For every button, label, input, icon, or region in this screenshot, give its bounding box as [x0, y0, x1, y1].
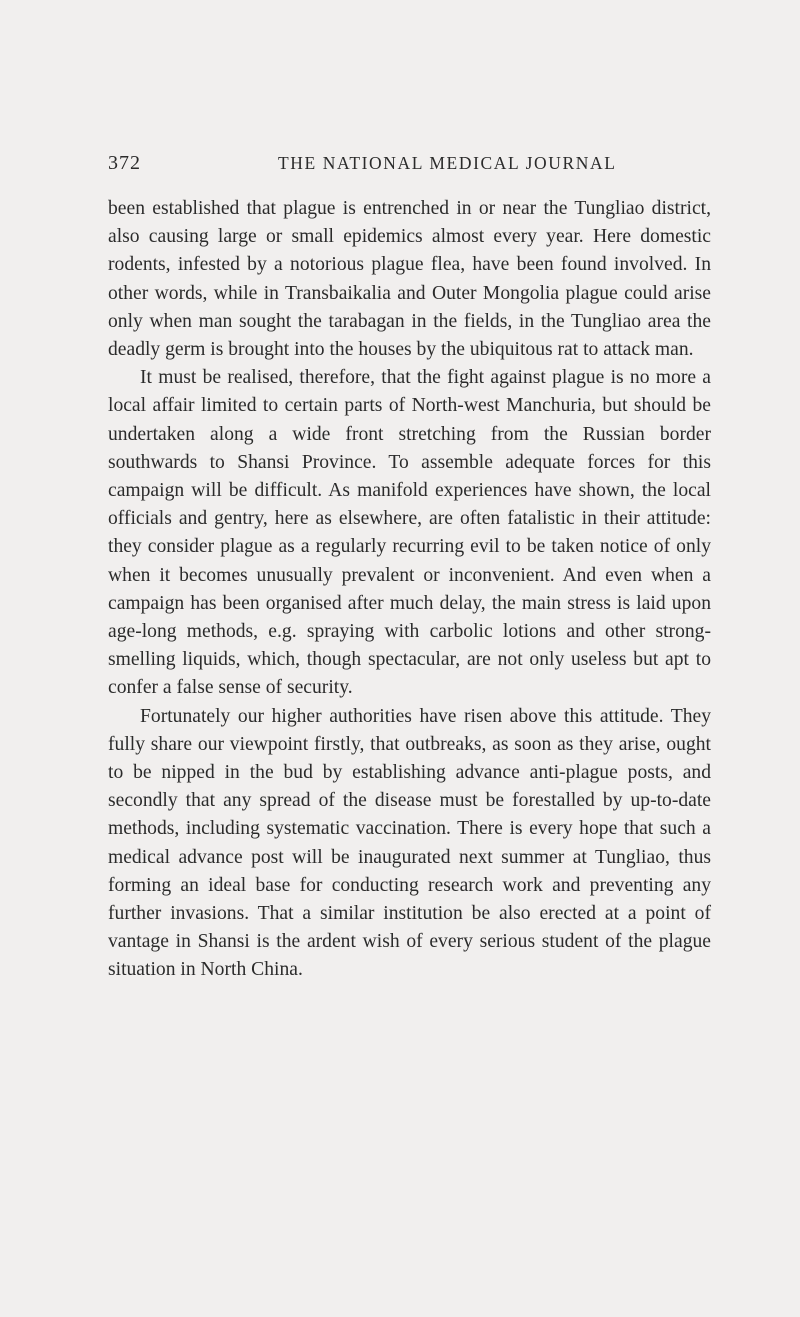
paragraph-1: been established that plague is entrenched in or near the Tungliao district, also causing large or small epidemics almost every year. Here domestic rodents, infested by a notorious plague flea, have been found involved. In other words, while in Transbaikalia and Outer Mongolia plague could arise only when man sought the tarabagan in the fields, in the Tungliao area the deadly germ is brought into the houses by the ubiquitous rat to attack man.	[108, 198, 711, 361]
running-head: THE NATIONAL MEDICAL JOURNAL	[278, 153, 617, 173]
paragraph-2: It must be realised, therefore, that the fight against plague is no more a local affair limited to certain parts of North-west Manchuria, but should be undertaken along a wide front stretching from the Russian border southwards to Shansi Province. To assemble adequate forces for this campaign will be difficult. As manifold experiences have shown, the local officials and gentry, here as elsewhere, are often fatalistic in their attitude: they consider plague as a regularly recurring evil to be taken notice of only when it becomes unusually prevalent or inconvenient. And even when a campaign has been organised after much delay, the main stress is laid upon age-long methods, e.g. spraying with carbolic lotions and other strong-smelling liquids, which, though spectacular, are not only useless but apt to confer a false sense of security.	[108, 367, 711, 699]
paragraph-3: Fortunately our higher authorities have risen above this attitude. They fully share our viewpoint firstly, that outbreaks, as soon as they arise, ought to be nipped in the bud by establishing advance anti-plague posts, and secondly that any spread of the disease must be forestalled by up-to-date methods, including systematic vaccination. There is every hope that such a medical advance post will be inaugurated next summer at Tungliao, thus forming an ideal base for conducting research work and preventing any further invasions. That a similar institution be also erected at a point of vantage in Shansi is the ardent wish of every serious student of the plague situation in North China.	[108, 705, 711, 981]
article-body	[108, 195, 711, 985]
page-number: 372	[108, 152, 141, 174]
page-header	[108, 152, 708, 178]
